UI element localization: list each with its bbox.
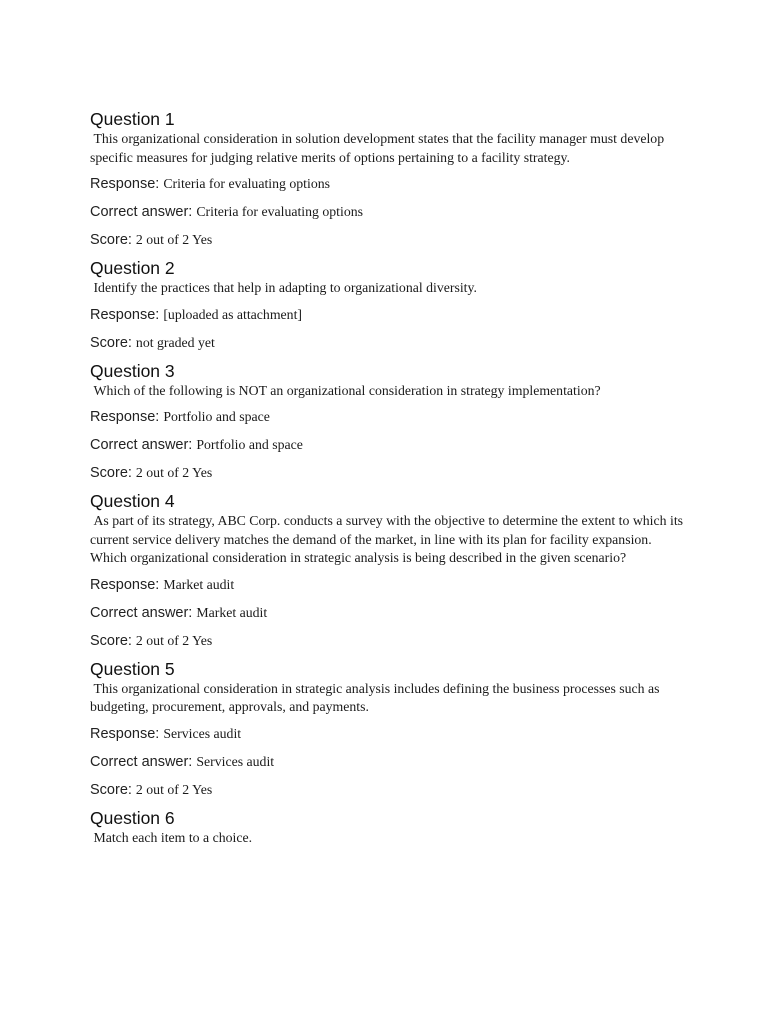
question-3	[90, 360, 690, 491]
score-label: Score:	[90, 781, 132, 798]
response-label: Response:	[90, 576, 160, 593]
score-label: Score:	[90, 334, 132, 351]
question-text: This organizational consideration in solution development states that the facility manager must develop specific measures for judging relative merits of options pertaining to a facility strategy.	[90, 131, 668, 165]
question-title: Question 6	[90, 807, 175, 828]
response-row	[90, 723, 690, 751]
correct-answer-value: Services audit	[196, 753, 275, 769]
response-label: Response:	[90, 176, 160, 192]
response-value: Services audit	[163, 725, 242, 741]
score-row	[90, 779, 690, 807]
question-text: Which of the following is NOT an organizational consideration in strategy implementation?	[90, 382, 601, 398]
score-label: Score:	[90, 632, 132, 649]
correct-answer-row	[90, 602, 690, 630]
correct-answer-value: Portfolio and space	[196, 437, 303, 452]
question-5	[90, 658, 690, 807]
score-row	[90, 630, 690, 658]
score-value: 2 out of 2 Yes	[135, 465, 213, 480]
score-value: 2 out of 2 Yes	[135, 232, 213, 247]
correct-answer-label: Correct answer:	[90, 753, 193, 770]
response-label: Response:	[90, 409, 160, 425]
quiz-results-document	[90, 108, 690, 853]
correct-answer-label: Correct answer:	[90, 437, 193, 453]
question-title: Question 3	[90, 360, 175, 381]
response-row	[90, 173, 690, 201]
response-value: Market audit	[163, 576, 235, 592]
response-row	[90, 574, 690, 602]
score-label: Score:	[90, 465, 132, 481]
question-6	[90, 807, 690, 848]
response-value: Portfolio and space	[163, 409, 270, 424]
correct-answer-row	[90, 201, 690, 229]
question-title: Question 5	[90, 658, 175, 679]
question-text: Identify the practices that help in adapting to organizational diversity.	[90, 280, 477, 295]
response-value: [uploaded as attachment]	[163, 306, 303, 322]
response-value: Criteria for evaluating options	[163, 176, 330, 191]
correct-answer-row	[90, 751, 690, 779]
question-text: As part of its strategy, ABC Corp. conducts a survey with the objective to determine the extent to which its current service delivery matches the demand of the market, in line with its plan for facility expansion. Which organizational consideration in strategic analysis is being described in the given scenario?	[90, 513, 687, 565]
response-label: Response:	[90, 306, 160, 323]
score-value: 2 out of 2 Yes	[135, 781, 213, 797]
question-2	[90, 257, 690, 360]
question-4	[90, 490, 690, 658]
score-value: 2 out of 2 Yes	[135, 632, 213, 648]
question-title: Question 1	[90, 109, 175, 129]
question-text: Match each item to a choice.	[90, 829, 253, 845]
question-title: Question 4	[90, 491, 175, 511]
score-value: not graded yet	[135, 334, 215, 350]
correct-answer-label: Correct answer:	[90, 204, 193, 220]
correct-answer-label: Correct answer:	[90, 604, 193, 621]
response-label: Response:	[90, 725, 160, 742]
correct-answer-value: Market audit	[196, 604, 268, 620]
response-row	[90, 406, 690, 434]
question-title: Question 2	[90, 258, 175, 278]
question-1	[90, 108, 690, 257]
question-text: This organizational consideration in strategic analysis includes defining the business processes such as budgeting, procurement, approvals, and payments.	[90, 680, 663, 714]
score-label: Score:	[90, 232, 132, 248]
response-row	[90, 304, 690, 332]
score-row	[90, 332, 690, 360]
score-row	[90, 462, 690, 490]
correct-answer-value: Criteria for evaluating options	[196, 204, 364, 219]
correct-answer-row	[90, 434, 690, 462]
score-row	[90, 229, 690, 257]
